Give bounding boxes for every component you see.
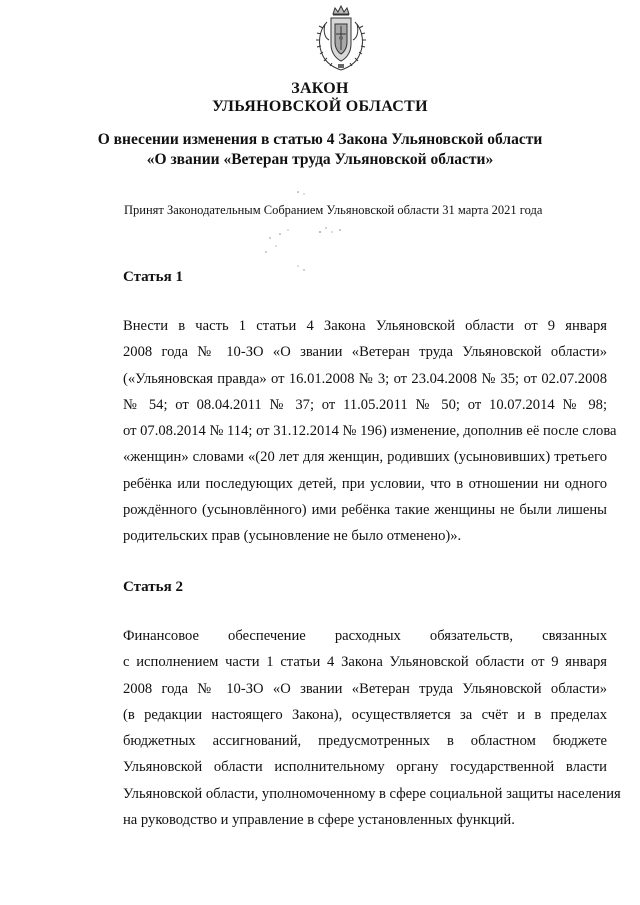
article-1-line: рождённого (усыновлённого) ими ребёнка такие женщины не были лишены — [123, 502, 607, 519]
article-2-line: Финансовое обеспечение расходных обязательств, связанных — [123, 628, 607, 644]
article-1-line: № 54; от 08.04.2011 № 37; от 11.05.2011 № 50; от 10.07.2014 № 98; — [123, 396, 607, 413]
article-1-line: Внести в часть 1 статьи 4 Закона Ульяновской области от 9 января — [123, 318, 607, 334]
scan-specks — [258, 186, 358, 276]
article-1-line: («Ульяновская правда» от 16.01.2008 № 3; от 23.04.2008 № 35; от 02.07.2008 — [123, 370, 607, 387]
article-2-line: с исполнением части 1 статьи 4 Закона Ульяновской области от 9 января — [123, 654, 607, 671]
subtitle-line-1: О внесении изменения в статью 4 Закона Ульяновской области — [97, 131, 543, 148]
article-2-line: на руководство и управление в сфере установленных функций. — [123, 812, 515, 829]
article-2-text — [123, 623, 621, 833]
article-2-line: (в редакции настоящего Закона), осуществляется за счёт и в пределах — [123, 706, 607, 723]
article-1-heading: Статья 1 — [123, 269, 183, 285]
article-2-heading: Статья 2 — [123, 579, 183, 595]
article-2-line: Ульяновской области, уполномоченному в сфере социальной защиты населения — [123, 785, 621, 802]
article-2-line: 2008 года № 10-ЗО «О звании «Ветеран труда Ульяновской области» — [123, 680, 607, 697]
law-title — [0, 80, 640, 116]
article-1-line: от 07.08.2014 № 114; от 31.12.2014 № 196) изменение, дополнив её после слова — [123, 423, 617, 440]
subtitle-line-2: «О звании «Ветеран труда Ульяновской области» — [146, 151, 494, 168]
article-1-line: «женщин» словами «(20 лет для женщин, родивших (усыновивших) третьего — [123, 449, 607, 466]
article-1-line: ребёнка или последующих детей, при условии, что в отношении ни одного — [123, 475, 607, 492]
title-line-2: УЛЬЯНОВСКОЙ ОБЛАСТИ — [212, 98, 428, 115]
coat-of-arms-icon — [309, 4, 373, 74]
law-subtitle — [0, 130, 640, 170]
adoption-note: Принят Законодательным Собранием Ульяновской области 31 марта 2021 года — [124, 203, 543, 217]
article-2-line: Ульяновской области исполнительному органу государственной власти — [123, 759, 607, 776]
article-1-line: родительских прав (усыновление не было отменено)». — [123, 528, 462, 545]
article-2-line: бюджетных ассигнований, предусмотренных в областном бюджете — [123, 733, 607, 750]
article-1-text — [123, 313, 617, 550]
article-1-line: 2008 года № 10-ЗО «О звании «Ветеран труда Ульяновской области» — [123, 344, 607, 361]
title-line-1: ЗАКОН — [291, 80, 349, 97]
